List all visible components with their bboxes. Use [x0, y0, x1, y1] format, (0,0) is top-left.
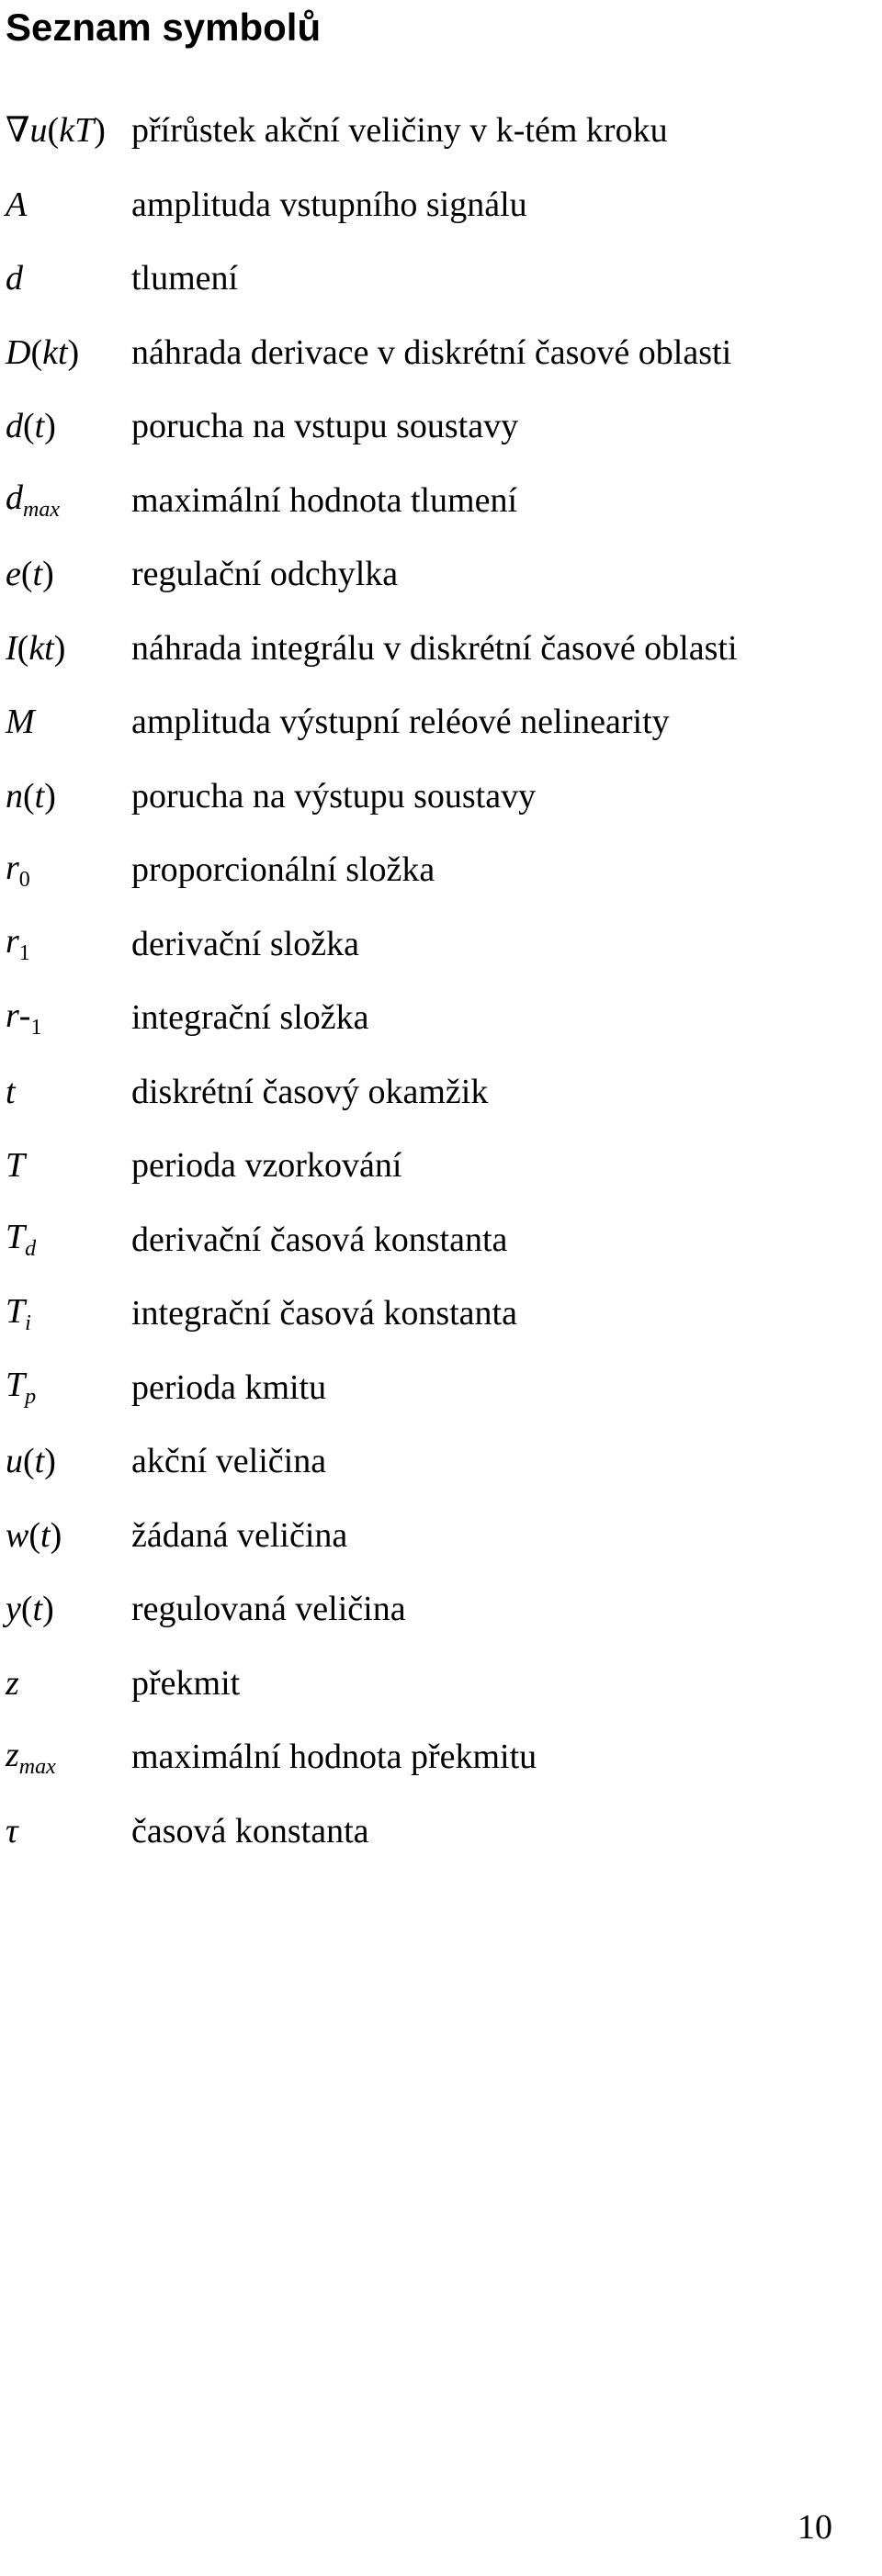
symbol-part: y [6, 1590, 21, 1629]
symbol-part: ) [42, 1590, 54, 1629]
symbol-part: A [6, 185, 28, 224]
symbol [6, 776, 131, 816]
symbol-row [6, 316, 869, 390]
symbol-description: tlumení [131, 259, 239, 298]
symbol-part: u [29, 111, 48, 151]
symbol-part: d [6, 407, 23, 446]
symbol [6, 1811, 131, 1851]
symbol-description: porucha na výstupu soustavy [131, 776, 537, 816]
symbol-part: ) [44, 776, 56, 816]
symbol-row [6, 1794, 869, 1869]
symbol-part: r [6, 922, 19, 962]
symbol-description: akční veličina [131, 1442, 327, 1481]
symbol [6, 332, 131, 373]
symbol [6, 1441, 131, 1481]
symbol-part: 0 [18, 867, 30, 892]
symbol [6, 110, 131, 151]
symbol-part: i [25, 1310, 31, 1335]
symbol-part: kt [28, 628, 54, 668]
symbol-part: max [23, 498, 60, 523]
symbol-part: T [6, 1218, 26, 1257]
symbol-description: maximální hodnota překmitu [131, 1738, 537, 1777]
symbol-part: z [6, 1735, 19, 1774]
symbol-part: ( [28, 1515, 41, 1555]
symbol-part: ( [30, 332, 43, 372]
symbol-row [6, 464, 869, 538]
symbol-row [6, 1351, 869, 1425]
symbol-part: t [32, 555, 43, 594]
symbol-part: r [6, 996, 19, 1035]
symbol-row [6, 242, 869, 316]
symbol-row [6, 907, 869, 982]
page-title: Seznam symbolů [6, 6, 322, 49]
symbol-part: T [6, 1291, 26, 1331]
symbol-description: regulační odchylka [131, 555, 399, 594]
symbol-part: t [34, 407, 45, 446]
symbol-description: proporcionální složka [131, 850, 435, 890]
symbol-part: ( [23, 776, 35, 816]
symbol [6, 996, 131, 1041]
symbol-description: regulovaná veličina [131, 1590, 406, 1629]
symbol-part: d [6, 259, 23, 298]
symbol [6, 1291, 131, 1336]
symbol-part: kT [59, 111, 95, 151]
symbol-part: ( [23, 1442, 35, 1481]
symbol-part: τ [6, 1811, 18, 1850]
symbol-part: ∇ [6, 111, 30, 151]
symbol-part: 1 [30, 1015, 42, 1040]
symbol-part: I [6, 628, 17, 668]
symbol-part: d [6, 478, 23, 518]
symbol [6, 1515, 131, 1556]
symbol [6, 1365, 131, 1410]
symbol [6, 185, 131, 225]
symbol-part: t [40, 1515, 51, 1555]
symbol-part: d [25, 1237, 37, 1262]
symbol-row [6, 1647, 869, 1721]
symbol-part: w [6, 1515, 29, 1555]
symbol-row [6, 168, 869, 242]
symbol-description: derivační složka [131, 924, 359, 963]
symbol-part: T [6, 1146, 26, 1186]
symbol-row [6, 612, 869, 686]
symbol [6, 258, 131, 298]
symbol [6, 628, 131, 669]
symbol [6, 1589, 131, 1629]
symbol-part: u [6, 1442, 23, 1481]
symbol-description: diskrétní časový okamžik [131, 1072, 489, 1111]
symbol [6, 921, 131, 966]
symbol-row [6, 537, 869, 612]
symbol-row [6, 1499, 869, 1573]
symbol [6, 702, 131, 742]
symbol-part: ( [20, 555, 33, 594]
symbol-part: t [34, 1442, 45, 1481]
symbol-part: T [6, 1366, 26, 1405]
symbol-part: p [25, 1385, 37, 1410]
symbol-description: integrační složka [131, 998, 369, 1038]
symbol-row [6, 1720, 869, 1794]
symbol [6, 1663, 131, 1704]
symbol-part: r [6, 848, 19, 887]
symbol-part: ) [44, 407, 56, 446]
symbol [6, 478, 131, 523]
symbol-part: ) [67, 332, 80, 372]
symbol-part: M [6, 703, 35, 742]
symbol-part: 1 [18, 941, 30, 966]
symbol-part: ) [50, 1515, 62, 1555]
symbol [6, 554, 131, 594]
symbol-description: perioda vzorkování [131, 1146, 402, 1186]
symbol-part: ( [20, 1590, 33, 1629]
symbol-description: náhrada integrálu v diskrétní časové oblasti [131, 628, 738, 668]
symbol-row [6, 1424, 869, 1499]
symbol-description: amplituda výstupní reléové nelinearity [131, 703, 670, 742]
symbol-part: ( [23, 407, 35, 446]
symbol-description: porucha na vstupu soustavy [131, 407, 519, 446]
symbol-part: max [18, 1754, 56, 1779]
symbol-part: ) [94, 111, 106, 151]
symbol-row [6, 389, 869, 464]
symbol [6, 1072, 131, 1112]
symbol-part: ) [42, 555, 54, 594]
symbol [6, 1735, 131, 1780]
symbol-part: ) [44, 1442, 56, 1481]
symbol-part: ) [53, 628, 66, 668]
symbol-part: n [6, 776, 23, 816]
symbol-part: z [6, 1663, 19, 1703]
symbol-description: maximální hodnota tlumení [131, 480, 518, 520]
symbol-row [6, 1055, 869, 1130]
symbol-part: - [18, 996, 31, 1035]
symbol-part: e [6, 555, 21, 594]
symbol-part: t [6, 1072, 16, 1111]
symbol-row [6, 1203, 869, 1277]
symbol-description: integrační časová konstanta [131, 1294, 517, 1333]
symbol-row [6, 981, 869, 1055]
symbol [6, 1217, 131, 1262]
symbol-description: překmit [131, 1663, 241, 1703]
symbol-part: ( [17, 628, 29, 668]
symbol-row [6, 94, 869, 168]
symbol-description: přírůstek akční veličiny v k-tém kroku [131, 111, 668, 151]
symbol-row [6, 685, 869, 759]
symbol-description: časová konstanta [131, 1811, 369, 1850]
symbol-description: amplituda vstupního signálu [131, 185, 527, 224]
symbol-row [6, 1129, 869, 1203]
page-number: 10 [797, 2508, 832, 2547]
symbol-description: perioda kmitu [131, 1367, 327, 1407]
symbol-part: t [32, 1590, 43, 1629]
symbol-row [6, 759, 869, 834]
symbol-list [6, 94, 869, 1868]
symbol-description: náhrada derivace v diskrétní časové oblasti [131, 332, 732, 372]
symbol-description: žádaná veličina [131, 1515, 348, 1555]
symbol-part: kt [42, 332, 68, 372]
symbol-row [6, 833, 869, 907]
symbol-description: derivační časová konstanta [131, 1220, 508, 1259]
symbol-part: D [6, 332, 31, 372]
symbol-part: ( [47, 111, 60, 151]
symbol-part: t [34, 776, 45, 816]
symbol-row [6, 1277, 869, 1351]
symbol [6, 1145, 131, 1186]
symbol-row [6, 1572, 869, 1647]
symbol [6, 848, 131, 893]
symbol [6, 406, 131, 446]
